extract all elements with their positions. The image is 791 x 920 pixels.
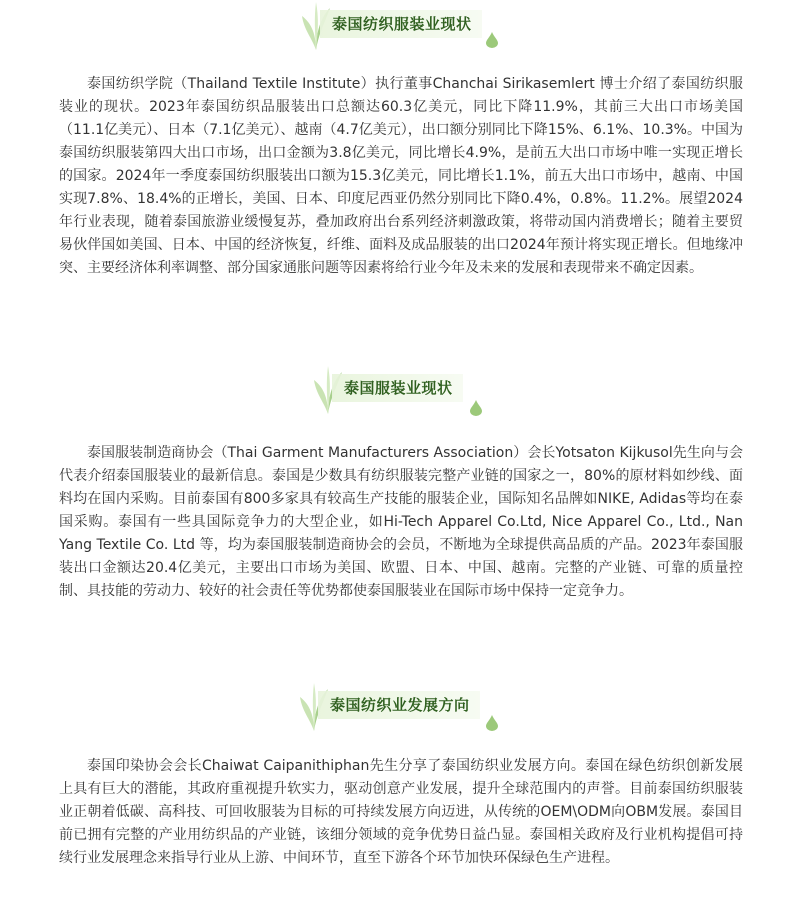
section-body-2: 泰国服装制造商协会（Thai Garment Manufacturers Association）会长Yotsaton Kijkusol先生向与会代表介绍泰国服装业的最新信息。泰国是少数具有纺织服装完整产业链的国家之一，80%的原材料如纱线、面料均在国内采购。目前泰国有800多家具有较高生产技能的服装企业，国际知名品牌如NIKE, Adidas等均在泰国采购。泰国有一些具国际竞争力的大型企业，如Hi-Tech Apparel Co.Ltd, Nice Apparel Co., Ltd., Nan Yang Textile Co. Ltd 等，均为泰国服装制造商协会的会员，不断地为全球提供高品质的产品。2023年泰国服装出口金额达20.4亿美元，主要出口市场为美国、欧盟、日本、中国、越南。完整的产业链、可靠的质量控制、具技能的劳动力、较好的社会责任等优势都使泰国服装业在国际市场中保持一定竞争力。	[59, 445, 743, 599]
section-title: 泰国纺织服装业现状	[320, 10, 482, 38]
water-drop-icon	[486, 32, 498, 48]
section-header-2	[0, 366, 791, 422]
section-header-1	[0, 2, 791, 58]
section-body-3: 泰国印染协会会长Chaiwat Caipanithiphan先生分享了泰国纺织业发展方向。泰国在绿色纺织创新发展上具有巨大的潜能，其政府重视提升软实力，驱动创意产业发展，提升全球范围内的声誉。目前泰国纺织服装业正朝着低碳、高科技、可回收服装为目标的可持续发展方向迈进，从传统的OEM\ODM向OBM发展。泰国目前已拥有完整的产业用纺织品的产业链，该细分领域的竞争优势日益凸显。泰国相关政府及行业机构提倡可持续行业发展理念来指导行业从上游、中间环节，直至下游各个环节加快环保绿色生产进程。	[59, 758, 743, 866]
section-body-1: 泰国纺织学院（Thailand Textile Institute）执行董事Chanchai Sirikasemlert 博士介绍了泰国纺织服装业的现状。2023年泰国纺织品服装出口总额达60.3亿美元，同比下降11.9%，其前三大出口市场美国（11.1亿美元）、日本（7.1亿美元）、越南（4.7亿美元），出口额分别同比下降15%、6.1%、10.3%。中国为泰国纺织服装第四大出口市场，出口金额为3.8亿美元，同比增长4.9%，是前五大出口市场中唯一实现正增长的国家。2024年一季度泰国纺织服装出口额为15.3亿美元，同比增长1.1%，前五大出口市场中，越南、中国实现7.8%、18.4%的正增长，美国、日本、印度尼西亚仍然分别同比下降0.4%，0.8%。11.2%。展望2024年行业表现，随着泰国旅游业缓慢复苏，叠加政府出台系列经济刺激政策，将带动国内消费增长；随着主要贸易伙伴国如美国、日本、中国的经济恢复，纤维、面料及成品服装的出口2024年预计将实现正增长。但地缘冲突、主要经济体利率调整、部分国家通胀问题等因素将给行业今年及未来的发展和表现带来不确定因素。	[59, 76, 743, 276]
section-title: 泰国服装业现状	[332, 374, 463, 402]
water-drop-icon	[470, 400, 482, 416]
section-header-3	[0, 683, 791, 739]
water-drop-icon	[486, 715, 498, 731]
section-title: 泰国纺织业发展方向	[318, 691, 480, 719]
